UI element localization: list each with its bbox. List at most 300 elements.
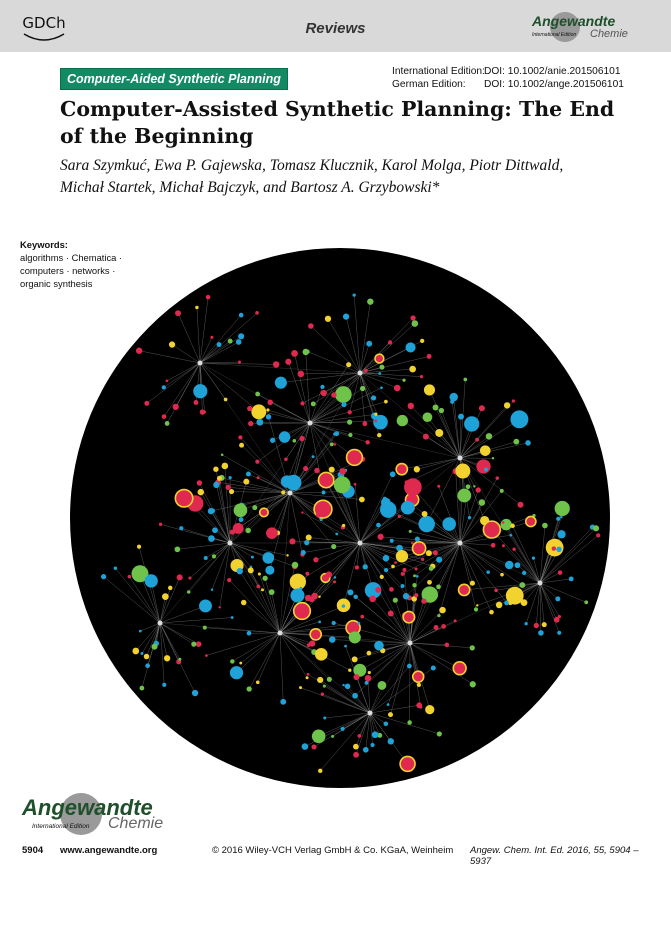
- network-node: [158, 621, 163, 626]
- network-node: [164, 655, 170, 661]
- network-node: [331, 392, 337, 398]
- network-node: [449, 393, 457, 401]
- network-node: [298, 371, 305, 378]
- network-node: [510, 410, 528, 428]
- network-node: [175, 546, 181, 552]
- network-node: [203, 626, 207, 630]
- network-node: [502, 521, 505, 524]
- network-node: [341, 402, 346, 407]
- network-node: [210, 336, 213, 339]
- network-node: [584, 600, 588, 604]
- network-node: [288, 491, 293, 496]
- network-node: [479, 499, 486, 506]
- network-node: [532, 556, 535, 559]
- network-node: [496, 476, 500, 480]
- network-node: [457, 489, 471, 503]
- network-node: [404, 478, 422, 496]
- network-node: [332, 621, 336, 625]
- network-node: [346, 362, 351, 367]
- network-node: [416, 575, 419, 578]
- doi-value: DOI: 10.1002/anie.201506101: [484, 66, 621, 77]
- network-node: [323, 716, 326, 719]
- network-node: [437, 731, 442, 736]
- network-node: [402, 379, 405, 382]
- network-node: [470, 645, 475, 650]
- network-node: [256, 585, 260, 589]
- network-node: [412, 320, 419, 327]
- journal-logo-chemie: Chemie: [590, 28, 628, 40]
- network-node: [252, 505, 257, 510]
- network-node: [390, 471, 396, 477]
- network-node: [484, 468, 488, 472]
- network-node: [144, 401, 149, 406]
- network-node: [173, 404, 179, 410]
- network-node: [410, 315, 415, 320]
- network-node: [239, 517, 244, 522]
- network-node: [455, 464, 470, 479]
- network-node: [506, 587, 524, 605]
- network-node: [159, 523, 162, 526]
- network-node: [323, 685, 326, 688]
- network-node: [299, 686, 302, 689]
- network-node: [436, 557, 442, 563]
- network-node: [476, 459, 490, 473]
- network-node: [363, 747, 369, 753]
- network-node: [318, 596, 320, 598]
- network-node: [429, 566, 434, 571]
- network-node: [208, 535, 215, 542]
- network-node: [238, 361, 241, 364]
- network-node: [335, 533, 338, 536]
- network-node: [246, 472, 251, 477]
- network-node: [315, 648, 328, 661]
- network-node: [219, 606, 221, 608]
- network-node: [424, 384, 435, 395]
- network-node: [305, 595, 311, 601]
- network-node: [213, 466, 218, 471]
- network-node: [320, 385, 324, 389]
- network-node: [307, 673, 310, 676]
- network-node: [205, 654, 208, 657]
- network-node: [555, 501, 570, 516]
- network-node: [384, 568, 388, 572]
- network-node: [347, 420, 352, 425]
- network-node: [368, 711, 373, 716]
- network-node: [247, 406, 252, 411]
- network-node: [291, 350, 298, 357]
- network-node: [175, 490, 192, 507]
- network-node: [500, 573, 504, 577]
- network-node: [293, 439, 297, 443]
- network-node: [280, 699, 286, 705]
- network-node: [301, 550, 306, 555]
- network-node: [402, 568, 406, 572]
- network-node: [325, 316, 331, 322]
- network-node: [355, 565, 359, 569]
- network-node: [195, 306, 198, 309]
- network-node: [458, 414, 464, 420]
- keywords-heading: Keywords:: [20, 239, 68, 250]
- network-node: [192, 690, 198, 696]
- network-node: [369, 595, 376, 602]
- network-node: [222, 463, 229, 470]
- network-node: [367, 298, 373, 304]
- network-node: [453, 662, 466, 675]
- network-node: [299, 436, 304, 441]
- network-node: [464, 416, 479, 431]
- network-node: [358, 734, 362, 738]
- network-node: [353, 595, 358, 600]
- network-node: [241, 600, 246, 605]
- network-node: [474, 607, 478, 611]
- doi-label: German Edition:: [392, 79, 466, 90]
- network-node: [317, 677, 323, 683]
- network-node: [378, 372, 381, 375]
- network-node: [251, 404, 266, 419]
- network-node: [114, 566, 117, 569]
- network-node: [353, 294, 356, 297]
- network-node: [247, 686, 252, 691]
- network-node: [542, 523, 548, 529]
- network-node: [552, 546, 556, 550]
- network-node: [374, 413, 377, 416]
- network-node: [500, 489, 504, 493]
- network-node: [426, 550, 432, 556]
- network-node: [368, 671, 371, 674]
- network-node: [256, 419, 263, 426]
- network-node: [310, 629, 321, 640]
- network-node: [420, 339, 424, 343]
- network-node: [304, 540, 309, 545]
- network-node: [489, 610, 494, 615]
- network-node: [303, 466, 308, 471]
- network-node: [518, 502, 524, 508]
- network-node: [394, 385, 401, 392]
- network-node: [391, 565, 395, 569]
- network-node: [245, 528, 250, 533]
- network-node: [524, 622, 527, 625]
- network-node: [162, 593, 169, 600]
- network-node: [301, 511, 303, 513]
- network-node: [512, 548, 515, 551]
- network-node: [358, 371, 363, 376]
- network-node: [377, 433, 381, 437]
- network-node: [101, 574, 106, 579]
- journal-logo-edition: International Edition: [532, 32, 577, 38]
- network-node: [213, 482, 219, 488]
- network-node: [208, 508, 214, 514]
- citation: Angew. Chem. Int. Ed. 2016, 55, 5904 – 5937: [470, 845, 639, 867]
- network-node: [569, 576, 574, 581]
- network-node: [383, 555, 390, 562]
- network-node: [329, 636, 335, 642]
- network-node: [400, 584, 404, 588]
- network-node: [512, 399, 515, 402]
- network-node: [334, 576, 337, 579]
- network-node: [378, 681, 387, 690]
- network-node: [279, 431, 290, 442]
- network-node: [302, 743, 309, 750]
- network-node: [348, 410, 352, 414]
- network-node: [278, 631, 283, 636]
- network-node: [228, 339, 233, 344]
- network-node: [329, 467, 335, 473]
- network-node: [217, 476, 222, 481]
- network-node: [221, 454, 224, 457]
- network-node: [175, 310, 181, 316]
- network-node: [256, 680, 260, 684]
- network-node: [365, 440, 369, 444]
- network-node: [470, 581, 475, 586]
- network-node: [191, 642, 196, 647]
- network-node: [137, 545, 141, 549]
- network-illustration: [60, 243, 620, 798]
- network-node: [168, 586, 172, 590]
- network-node: [555, 596, 560, 601]
- network-node: [427, 580, 432, 585]
- network-node: [367, 651, 372, 656]
- network-node: [420, 375, 423, 378]
- network-node: [261, 588, 264, 591]
- network-node: [292, 562, 299, 569]
- keywords-line: computers · networks ·: [20, 265, 116, 276]
- network-node: [396, 550, 408, 562]
- network-node: [556, 517, 560, 521]
- network-node: [439, 607, 446, 614]
- network-node: [273, 361, 279, 367]
- network-node: [326, 571, 332, 577]
- network-node: [519, 582, 525, 588]
- network-node: [380, 386, 383, 389]
- network-node: [193, 384, 207, 398]
- network-node: [554, 617, 560, 623]
- network-node: [318, 621, 321, 624]
- network-node: [262, 552, 274, 564]
- network-node: [343, 314, 349, 320]
- network-node: [294, 603, 311, 620]
- network-node: [501, 519, 512, 530]
- author-line: Michał Startek, Michał Bajczyk, and Bartosz A. Grzybowski*: [60, 179, 440, 196]
- network-node: [285, 359, 291, 365]
- network-node: [384, 400, 388, 404]
- network-node: [401, 501, 415, 515]
- network-node: [408, 403, 414, 409]
- network-node: [306, 535, 312, 541]
- network-node: [331, 544, 336, 549]
- network-node: [230, 529, 235, 534]
- network-node: [322, 491, 326, 495]
- network-node: [407, 664, 412, 669]
- network-node: [475, 438, 479, 442]
- network-node: [380, 501, 396, 517]
- network-node: [177, 574, 183, 580]
- network-node: [348, 669, 351, 672]
- network-node: [353, 752, 359, 758]
- network-node: [345, 684, 351, 690]
- network-node: [371, 395, 376, 400]
- section-title: Reviews: [305, 20, 366, 37]
- network-node: [225, 485, 230, 490]
- network-node: [334, 431, 339, 436]
- network-node: [265, 566, 274, 575]
- network-node: [162, 414, 167, 419]
- page-footer: [22, 845, 652, 867]
- network-node: [243, 479, 249, 485]
- network-node: [255, 311, 259, 315]
- network-node: [389, 587, 394, 592]
- network-node: [397, 415, 408, 426]
- network-node: [358, 541, 363, 546]
- copyright-notice: © 2016 Wiley-VCH Verlag GmbH & Co. KGaA, Weinheim: [212, 845, 454, 856]
- network-node: [431, 665, 436, 670]
- network-node: [352, 693, 358, 699]
- network-node: [308, 323, 314, 329]
- network-node: [267, 400, 273, 406]
- network-node: [198, 489, 204, 495]
- network-node: [255, 392, 260, 397]
- article-title: Computer-Assisted Synthetic Planning: The End of the Beginning: [60, 97, 615, 148]
- network-node: [239, 662, 242, 665]
- network-node: [413, 671, 424, 682]
- network-node: [388, 738, 394, 744]
- network-node: [166, 379, 169, 382]
- network-node: [388, 340, 392, 344]
- network-node: [513, 439, 519, 445]
- doi-block: [392, 65, 624, 91]
- network-node: [372, 731, 379, 738]
- network-node: [473, 485, 475, 487]
- network-node: [408, 641, 413, 646]
- network-node: [196, 641, 202, 647]
- network-node: [145, 663, 150, 668]
- network-node: [401, 572, 405, 576]
- network-node: [162, 385, 166, 389]
- network-node: [376, 523, 381, 528]
- network-node: [509, 534, 512, 537]
- network-node: [459, 584, 470, 595]
- network-node: [491, 543, 496, 548]
- network-node: [393, 598, 398, 603]
- network-node: [510, 524, 514, 528]
- journal-logo-edition: International Edition: [32, 823, 90, 830]
- network-node: [414, 466, 420, 472]
- network-node: [239, 313, 244, 318]
- network-node: [347, 450, 363, 466]
- journal-logo-chemie: Chemie: [108, 815, 164, 832]
- network-node: [206, 295, 211, 300]
- network-node: [388, 611, 394, 617]
- network-node: [437, 485, 440, 488]
- network-node: [151, 644, 157, 650]
- network-node: [526, 516, 536, 526]
- network-node: [437, 614, 440, 617]
- network-node: [290, 574, 306, 590]
- network-node: [476, 487, 481, 492]
- network-node: [593, 525, 599, 531]
- network-node: [433, 550, 438, 555]
- network-node: [139, 686, 144, 691]
- network-node: [445, 643, 450, 648]
- network-node: [538, 581, 543, 586]
- network-node: [388, 712, 393, 717]
- network-node: [348, 433, 352, 437]
- network-node: [458, 456, 463, 461]
- network-node: [409, 366, 416, 373]
- network-node: [339, 468, 346, 475]
- network-node: [162, 683, 166, 687]
- network-node: [217, 342, 222, 347]
- network-node: [417, 683, 421, 687]
- network-node: [197, 480, 202, 485]
- network-node: [281, 490, 285, 494]
- network-node: [416, 702, 422, 708]
- network-node: [212, 527, 218, 533]
- network-node: [281, 475, 293, 487]
- network-node: [305, 572, 309, 576]
- network-node: [307, 643, 311, 647]
- network-node: [450, 400, 454, 404]
- network-node: [199, 599, 212, 612]
- network-node: [257, 476, 260, 479]
- network-node: [363, 564, 368, 569]
- network-node: [255, 460, 259, 464]
- network-node: [128, 575, 132, 579]
- network-node: [251, 556, 254, 559]
- network-node: [435, 429, 443, 437]
- doi-label: International Edition:: [392, 66, 485, 77]
- network-node: [596, 533, 600, 537]
- network-node: [422, 511, 428, 517]
- network-node: [454, 619, 457, 622]
- network-node: [144, 654, 150, 660]
- network-node: [560, 516, 563, 519]
- network-node: [411, 542, 414, 545]
- network-node: [409, 530, 412, 533]
- network-node: [290, 588, 304, 602]
- network-node: [439, 408, 444, 413]
- network-node: [370, 743, 374, 747]
- network-node: [312, 729, 326, 743]
- network-node: [480, 445, 491, 456]
- network-node: [515, 562, 521, 568]
- author-line: Sara Szymkuć, Ewa P. Gajewska, Tomasz Klucznik, Karol Molga, Piotr Dittwald,: [60, 157, 564, 174]
- page-number: 5904: [22, 845, 44, 856]
- network-node: [353, 674, 359, 680]
- network-node: [344, 645, 347, 648]
- network-node: [354, 483, 357, 486]
- network-node: [234, 503, 248, 517]
- category-badge: Computer-Aided Synthetic Planning: [60, 68, 288, 90]
- network-node: [314, 468, 319, 473]
- network-node: [433, 405, 439, 411]
- network-node: [400, 756, 415, 771]
- network-node: [375, 587, 381, 593]
- network-node: [302, 349, 308, 355]
- network-node: [312, 455, 315, 458]
- doi-row-international: [392, 65, 624, 78]
- network-node: [266, 527, 278, 539]
- network-node: [230, 659, 234, 663]
- network-node: [405, 342, 415, 352]
- journal-logo-top: [526, 12, 626, 44]
- network-node: [492, 457, 494, 459]
- network-node: [248, 421, 253, 426]
- network-node: [333, 580, 336, 583]
- network-node: [483, 521, 500, 538]
- journal-logo-word: Angewandte: [22, 795, 153, 820]
- network-node: [360, 386, 365, 391]
- network-node: [247, 631, 252, 636]
